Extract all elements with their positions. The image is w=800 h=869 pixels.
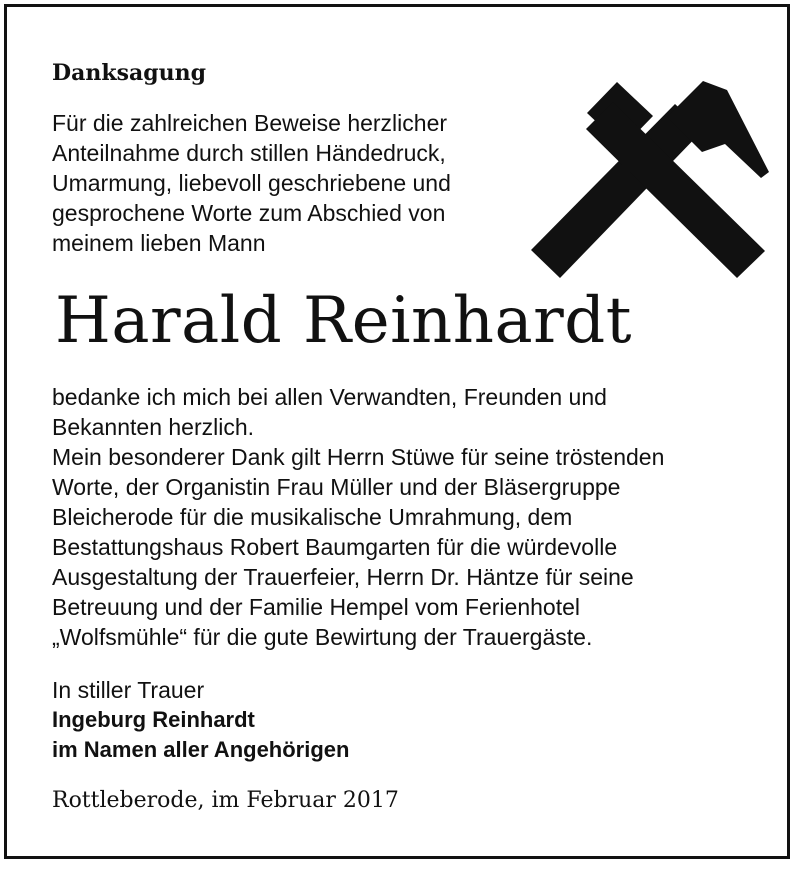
- notice-heading: Danksagung: [52, 60, 206, 86]
- intro-line: Für die zahlreichen Beweise herzlicher: [52, 110, 448, 136]
- intro-line: meinem lieben Mann: [52, 230, 266, 256]
- thanks-line: Bleicherode für die musikalische Umrahmung, dem: [52, 504, 573, 530]
- thanks-line: Worte, der Organistin Frau Müller und der Bläsergruppe: [52, 474, 621, 500]
- hammer-and-pick-icon: [525, 68, 775, 283]
- intro-line: gesprochene Worte zum Abschied von: [52, 200, 446, 226]
- signature-block: [52, 675, 552, 765]
- intro-text: [52, 108, 522, 258]
- thanks-line: Betreuung und der Familie Hempel vom Ferienhotel: [52, 594, 580, 620]
- intro-line: Umarmung, liebevoll geschriebene und: [52, 170, 451, 196]
- signature-intro: In stiller Trauer: [52, 677, 205, 703]
- thanks-line: Mein besonderer Dank gilt Herrn Stüwe für seine tröstenden: [52, 444, 665, 470]
- deceased-name: Harald Reinhardt: [55, 284, 632, 358]
- on-behalf-line: im Namen aller Angehörigen: [52, 737, 350, 762]
- thanks-line: Ausgestaltung der Trauerfeier, Herrn Dr. Häntze für seine: [52, 564, 634, 590]
- mourner-name: Ingeburg Reinhardt: [52, 707, 255, 732]
- intro-line: Anteilnahme durch stillen Händedruck,: [52, 140, 446, 166]
- pick-head: [667, 81, 769, 178]
- place-date: Rottleberode, im Februar 2017: [52, 788, 399, 813]
- thanks-line: „Wolfsmühle“ für die gute Bewirtung der Trauergäste.: [52, 624, 593, 650]
- thanks-line: bedanke ich mich bei allen Verwandten, Freunden und: [52, 384, 607, 410]
- thanks-line: Bestattungshaus Robert Baumgarten für die würdevolle: [52, 534, 618, 560]
- thanks-line: Bekannten herzlich.: [52, 414, 255, 440]
- thanks-text: [52, 382, 762, 652]
